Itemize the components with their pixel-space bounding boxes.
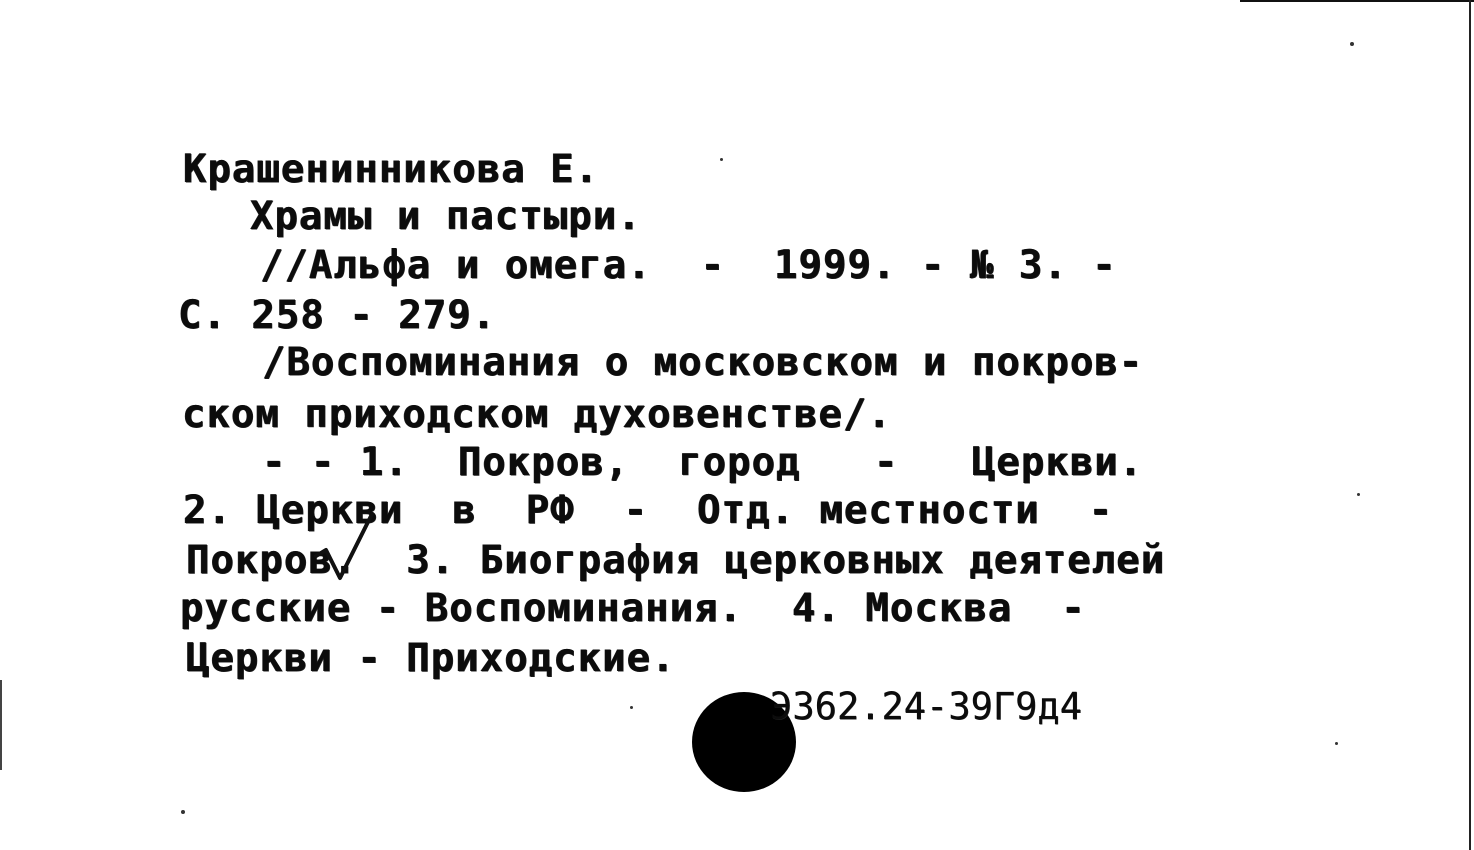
card-left-edge	[0, 680, 2, 770]
paper-speck	[630, 706, 633, 709]
paper-speck	[1357, 493, 1360, 496]
card-subjects-line-5: Церкви - Приходские.	[186, 636, 676, 681]
paper-speck	[1350, 42, 1354, 46]
card-title: Храмы и пастыри.	[250, 194, 642, 239]
card-subjects-line-1: - - 1. Покров, город - Церкви.	[262, 440, 1144, 485]
card-author: Крашенинникова Е.	[183, 147, 600, 192]
card-source: //Альфа и омега. - 1999. - № 3. -	[260, 243, 1117, 288]
card-top-edge	[1240, 0, 1474, 2]
paper-speck	[1335, 742, 1338, 745]
card-subjects-line-4: русские - Воспоминания. 4. Москва -	[180, 586, 1086, 631]
classification-code: Э362.24-39Г9д4	[770, 685, 1082, 728]
paper-speck	[181, 810, 185, 814]
card-right-edge	[1469, 0, 1471, 850]
card-subjects-line-2: 2. Церкви в РФ - Отд. местности -	[183, 488, 1114, 533]
handwritten-check-mark-icon	[312, 512, 382, 582]
paper-speck	[720, 158, 723, 161]
card-subjects-line-3: Покров. 3. Биография церковных деятелей	[186, 538, 1166, 583]
card-note-line-2: ском приходском духовенстве/.	[182, 392, 892, 437]
card-pages: С. 258 - 279.	[178, 293, 497, 338]
card-note-line-1: /Воспоминания о московском и покров-	[262, 340, 1144, 385]
